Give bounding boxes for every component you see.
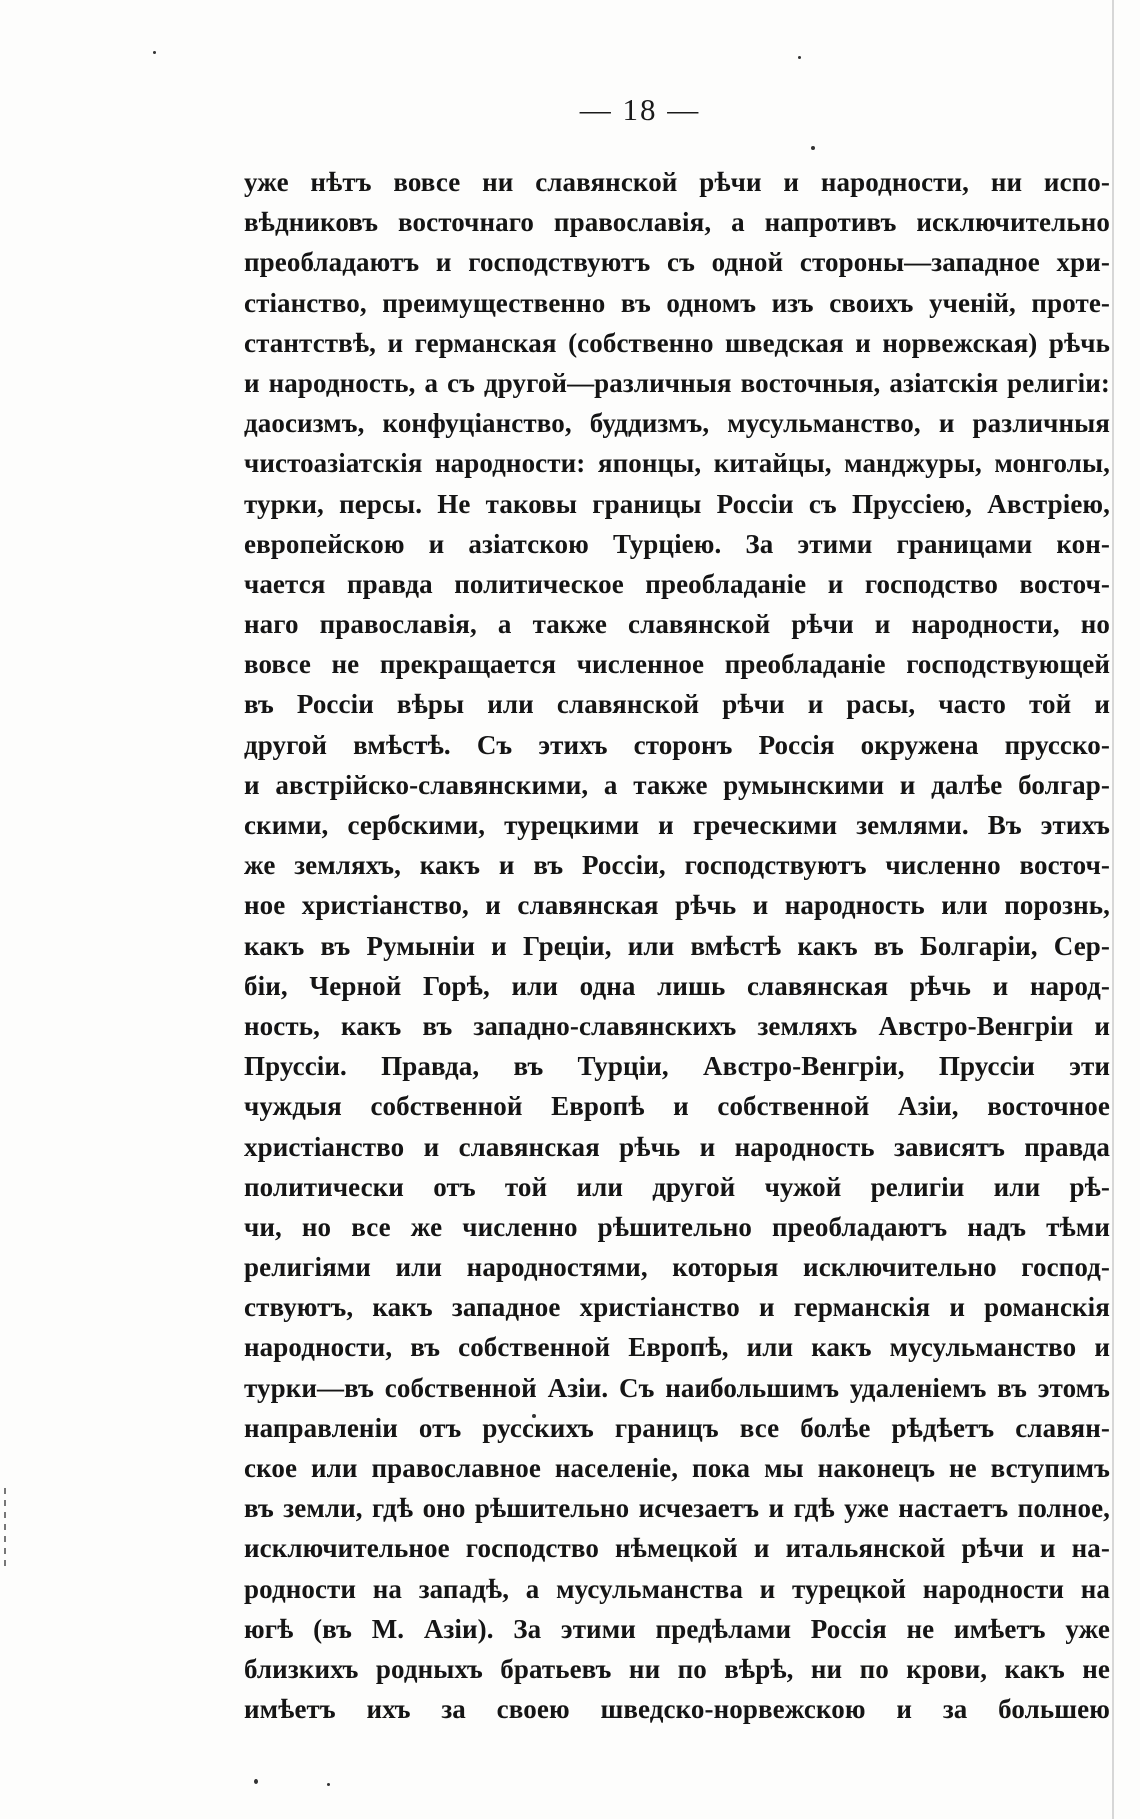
text-line: ность, какъ въ западно-славянскихъ земляхъ Австро-Венгріи и	[244, 1010, 1110, 1041]
margin-mark	[4, 1488, 6, 1494]
text-line: христіанство и славянская рѣчь и народность зависятъ правда	[244, 1131, 1110, 1162]
text-line: политически отъ той или другой чужой религіи или рѣ-	[244, 1171, 1110, 1202]
text-line: стіанство, преимущественно въ одномъ изъ своихъ ученій, проте-	[244, 287, 1110, 318]
text-line: чи, но все же численно рѣшительно преобладаютъ надъ тѣми	[244, 1211, 1110, 1242]
ink-speck	[254, 1779, 258, 1784]
text-line: вовсе не прекращается численное преобладаніе господствующей	[244, 649, 1110, 680]
page-edge-rule	[1112, 0, 1114, 1819]
text-line: турки, персы. Не таковы границы Россіи съ Пруссіею, Австріею,	[244, 488, 1110, 519]
text-line: родности на западѣ, а мусульманства и турецкой народности на	[244, 1573, 1110, 1604]
margin-mark	[4, 1548, 6, 1554]
text-line: другой вмѣстѣ. Съ этихъ сторонъ Россія окружена прусско-	[244, 729, 1110, 760]
text-line: даосизмъ, конфуціанство, буддизмъ, мусульманство, и различныя	[244, 408, 1110, 439]
text-line: чуждыя собственной Европѣ и собственной Азіи, восточное	[244, 1091, 1110, 1122]
text-line: имѣетъ ихъ за своею шведско-норвежскою и за большею	[244, 1694, 1110, 1725]
text-line: біи, Черной Горѣ, или одна лишь славянская рѣчь и народ-	[244, 970, 1110, 1001]
margin-mark	[4, 1536, 6, 1542]
text-line: ское или православное населеніе, пока мы наконецъ не вступимъ	[244, 1453, 1110, 1483]
text-line: и народность, а съ другой—различныя восточныя, азіатскія религіи:	[244, 367, 1110, 398]
text-line: скими, сербскими, турецкими и греческими землями. Въ этихъ	[244, 810, 1110, 840]
page-number: — 18 —	[579, 92, 701, 127]
text-line: ствуютъ, какъ западное христіанство и германскія и романскія	[244, 1292, 1110, 1323]
text-line: европейскою и азіатскою Турціею. За этими границами кон-	[244, 528, 1110, 559]
ink-speck	[153, 51, 156, 54]
text-line: какъ въ Румыніи и Греціи, или вмѣстѣ какъ въ Болгаріи, Сер-	[244, 930, 1110, 961]
text-line: ное христіанство, и славянская рѣчь и народность или порознь,	[244, 890, 1110, 921]
text-line: въ Россіи вѣры или славянской рѣчи и расы, часто той и	[244, 689, 1110, 720]
text-line: Пруссіи. Правда, въ Турціи, Австро-Венгріи, Пруссіи эти	[244, 1051, 1110, 1082]
body-text	[244, 162, 1110, 1729]
text-line: народности, въ собственной Европѣ, или какъ мусульманство и	[244, 1332, 1110, 1363]
text-line: чается правда политическое преобладаніе и господство восточ-	[244, 568, 1110, 599]
text-line: уже нѣтъ вовсе ни славянской рѣчи и народности, ни испо-	[244, 167, 1110, 197]
text-line: преобладаютъ и господствуютъ съ одной стороны—западное хри-	[244, 247, 1110, 278]
text-line: стантствѣ, и германская (собственно шведская и норвежская) рѣчь	[244, 327, 1110, 358]
ink-speck	[798, 56, 801, 59]
text-line: вѣдниковъ восточнаго православія, а напротивъ исключительно	[244, 207, 1110, 238]
margin-mark	[4, 1560, 6, 1566]
ink-speck	[811, 146, 815, 150]
ink-speck	[327, 1783, 330, 1786]
text-line: наго православія, а также славянской рѣчи и народности, но	[244, 609, 1110, 640]
text-line: чистоазіатскія народности: японцы, китайцы, манджуры, монголы,	[244, 448, 1110, 479]
text-line: и австрійско-славянскими, а также румынскими и далѣе болгар-	[244, 769, 1110, 800]
margin-mark	[4, 1512, 6, 1518]
text-line: близкихъ родныхъ братьевъ ни по вѣрѣ, ни по крови, какъ не	[244, 1653, 1110, 1684]
text-line: турки—въ собственной Азіи. Съ наибольшимъ удаленіемъ въ этомъ	[244, 1372, 1110, 1403]
text-line: югѣ (въ М. Азіи). За этими предѣлами Россія не имѣетъ уже	[244, 1613, 1110, 1644]
text-line: въ земли, гдѣ оно рѣшительно исчезаетъ и гдѣ уже настаетъ полное,	[244, 1493, 1110, 1524]
text-line: направленіи отъ русскихъ границъ все болѣе рѣдѣетъ славян-	[244, 1412, 1110, 1443]
text-line: же земляхъ, какъ и въ Россіи, господствуютъ численно восточ-	[244, 850, 1110, 881]
text-line: исключительное господство нѣмецкой и итальянской рѣчи и на-	[244, 1533, 1110, 1564]
margin-mark	[4, 1500, 6, 1506]
text-line: религіями или народностями, которыя исключительно господ-	[244, 1252, 1110, 1283]
margin-mark	[4, 1524, 6, 1530]
